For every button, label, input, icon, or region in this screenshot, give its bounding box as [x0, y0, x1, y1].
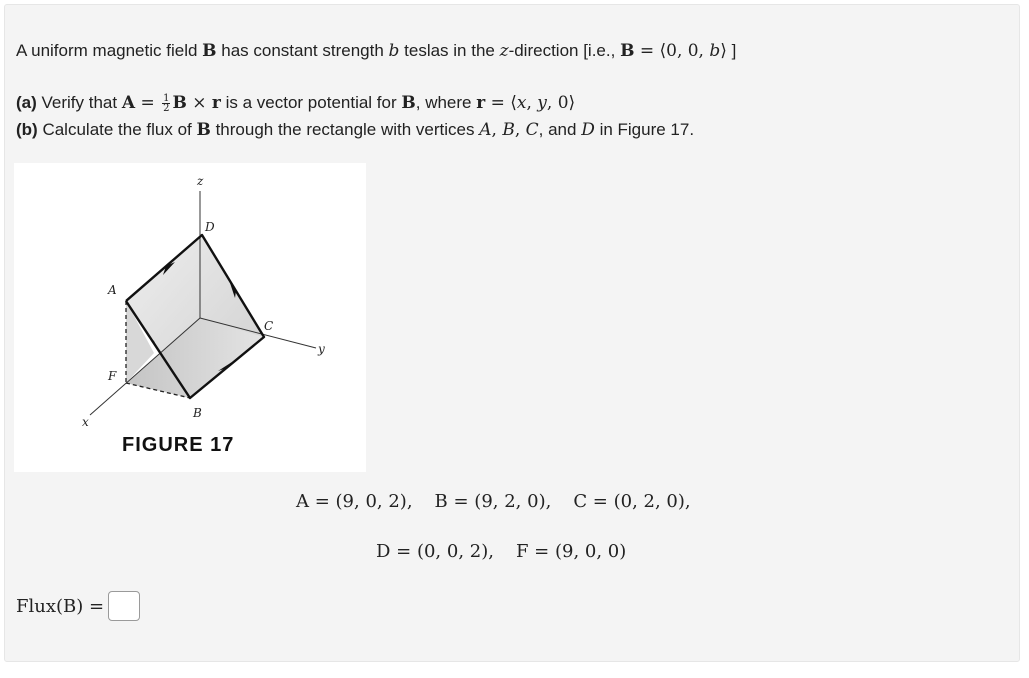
part-b: (b) Calculate the flux of B through the rectangle with vertices A, B, C, and D in Figure 17. [16, 120, 695, 140]
point-label-d: D [205, 220, 215, 234]
flux-answer-input[interactable] [108, 591, 140, 621]
coord-f: F = (9, 0, 0) [515, 541, 627, 562]
z-axis-label: z [197, 174, 204, 188]
coord-d: D = (0, 0, 2), [376, 541, 494, 562]
one-half-fraction: $\frac{1}{2}$ [163, 93, 170, 115]
part-a-label: (a) [16, 93, 37, 112]
point-label-c: C [264, 319, 274, 333]
figure-17-diagram [14, 163, 366, 472]
point-label-b: B [193, 406, 202, 420]
coord-c: C = (0, 2, 0), [573, 491, 691, 512]
figure-17 [14, 163, 366, 472]
coord-a: A = (9, 0, 2), [296, 491, 413, 512]
flux-answer-row [16, 591, 140, 621]
part-b-label: (b) [16, 120, 38, 139]
coordinates-row-2 [376, 541, 626, 562]
x-axis-label: x [82, 415, 89, 429]
flux-label: Flux(B) = [16, 595, 105, 617]
point-label-f: F [108, 369, 117, 383]
y-axis-label: y [318, 342, 325, 356]
coordinates-row-1 [296, 491, 691, 512]
point-label-a: A [108, 283, 117, 297]
problem-intro: A uniform magnetic field B has constant strength b teslas in the z-direction [i.e., B = ⟨0, 0, b⟩ ] [16, 41, 737, 61]
figure-caption: FIGURE 17 [122, 434, 235, 456]
part-a: (a) Verify that A = $\frac{1}{2}$ B × r is a vector potential for B, where r = ⟨x, y, 0⟩ [16, 93, 576, 115]
coord-b: B = (9, 2, 0), [434, 491, 552, 512]
